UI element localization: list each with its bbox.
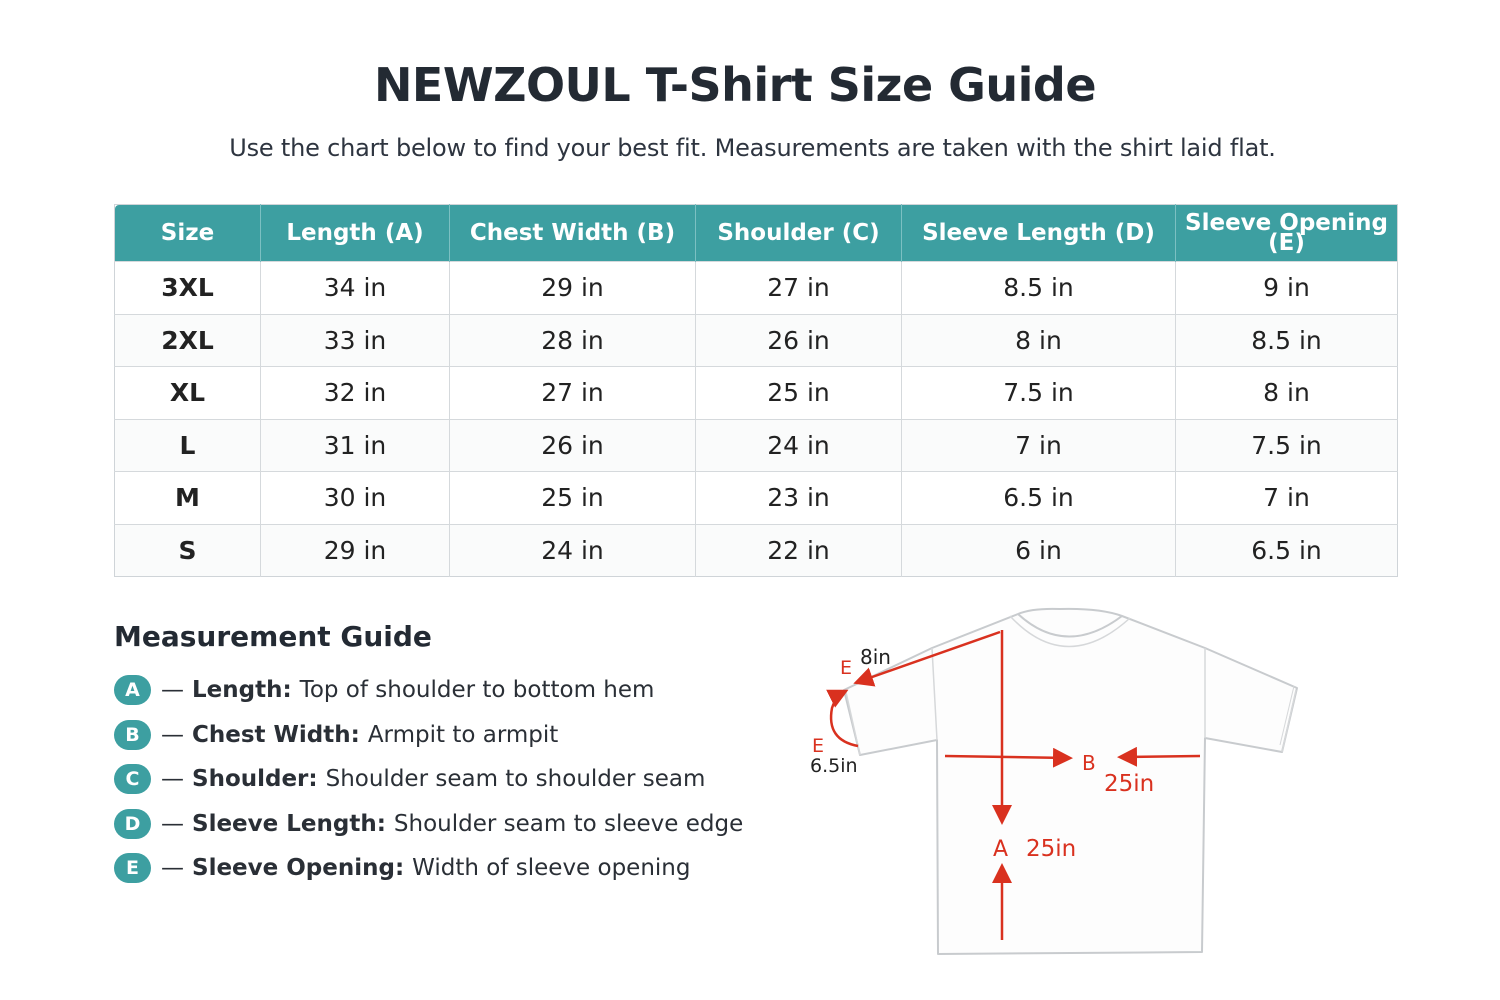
cell-chest-width: 26 in (450, 419, 696, 472)
dash: — (161, 766, 184, 793)
cell-shoulder: 26 in (696, 314, 902, 367)
sleeve-top-value: 8in (860, 645, 891, 669)
cell-chest-width: 28 in (450, 314, 696, 367)
letter-badge: D (114, 809, 151, 839)
cell-chest-width: 25 in (450, 472, 696, 525)
sleeve-top-letter: E (840, 657, 853, 679)
cell-sleeve-opening: 7.5 in (1176, 419, 1398, 472)
cell-sleeve-length: 7.5 in (902, 367, 1176, 420)
guide-desc: Width of sleeve opening (412, 855, 691, 882)
cell-chest-width: 29 in (450, 262, 696, 315)
measurement-guide-title: Measurement Guide (114, 620, 432, 653)
cell-sleeve-length: 7 in (902, 419, 1176, 472)
cell-length: 34 in (261, 262, 450, 315)
list-item (114, 668, 743, 713)
cell-size: 2XL (115, 314, 261, 367)
chest-value: 25in (1104, 771, 1155, 797)
dash: — (161, 677, 184, 704)
length-letter: A (993, 837, 1009, 862)
cell-length: 32 in (261, 367, 450, 420)
dash: — (161, 855, 184, 882)
dash: — (161, 810, 184, 837)
t-shirt-diagram (800, 600, 1320, 970)
cell-length: 31 in (261, 419, 450, 472)
table-row (115, 314, 1398, 367)
col-header-size: Size (115, 205, 261, 262)
letter-badge: A (114, 675, 151, 705)
cell-sleeve-opening: 8.5 in (1176, 314, 1398, 367)
cell-sleeve-opening: 9 in (1176, 262, 1398, 315)
table-header-row (115, 205, 1398, 262)
cell-sleeve-length: 6 in (902, 524, 1176, 577)
col-header-sleeve-opening: Sleeve Opening (E) (1176, 205, 1398, 262)
cell-length: 30 in (261, 472, 450, 525)
size-chart-table (114, 204, 1398, 577)
list-item (114, 846, 743, 891)
cell-chest-width: 24 in (450, 524, 696, 577)
table-row (115, 262, 1398, 315)
cell-shoulder: 27 in (696, 262, 902, 315)
table-row (115, 419, 1398, 472)
length-value: 25in (1026, 836, 1077, 862)
cell-sleeve-length: 8 in (902, 314, 1176, 367)
guide-desc: Top of shoulder to bottom hem (299, 677, 655, 704)
cell-size: S (115, 524, 261, 577)
table-row (115, 524, 1398, 577)
cell-sleeve-length: 6.5 in (902, 472, 1176, 525)
cell-sleeve-opening: 7 in (1176, 472, 1398, 525)
guide-desc: Armpit to armpit (367, 721, 559, 748)
cell-shoulder: 25 in (696, 367, 902, 420)
cell-shoulder: 23 in (696, 472, 902, 525)
cell-length: 33 in (261, 314, 450, 367)
table-row (115, 472, 1398, 525)
measurement-guide-list (114, 668, 743, 891)
cell-size: 3XL (115, 262, 261, 315)
chest-letter: B (1082, 751, 1096, 775)
cell-size: L (115, 419, 261, 472)
list-item (114, 802, 743, 847)
guide-term: Sleeve Opening: (192, 855, 405, 882)
guide-term: Length: (192, 677, 292, 704)
cell-sleeve-opening: 8 in (1176, 367, 1398, 420)
chest-arrow-right (1122, 756, 1200, 757)
cell-sleeve-length: 8.5 in (902, 262, 1176, 315)
cell-sleeve-opening: 6.5 in (1176, 524, 1398, 577)
guide-term: Shoulder: (192, 766, 318, 793)
cell-shoulder: 24 in (696, 419, 902, 472)
letter-badge: E (114, 853, 151, 883)
col-header-shoulder: Shoulder (C) (696, 205, 902, 262)
page-subtitle: Use the chart below to find your best fit. Measurements are taken with the shirt laid flat. (229, 134, 1276, 162)
list-item (114, 713, 743, 758)
col-header-chest-width: Chest Width (B) (450, 205, 696, 262)
guide-term: Sleeve Length: (192, 810, 386, 837)
cell-size: M (115, 472, 261, 525)
cell-chest-width: 27 in (450, 367, 696, 420)
t-shirt-icon (844, 609, 1297, 954)
letter-badge: C (114, 764, 151, 794)
col-header-sleeve-length: Sleeve Length (D) (902, 205, 1176, 262)
letter-badge: B (114, 720, 151, 750)
cell-size: XL (115, 367, 261, 420)
guide-desc: Shoulder seam to shoulder seam (325, 766, 706, 793)
cell-shoulder: 22 in (696, 524, 902, 577)
guide-desc: Shoulder seam to sleeve edge (393, 810, 744, 837)
guide-term: Chest Width: (192, 721, 360, 748)
sleeve-opening-value: 6.5in (810, 755, 858, 777)
list-item (114, 757, 743, 802)
col-header-length: Length (A) (261, 205, 450, 262)
sleeve-opening-letter: E (812, 735, 825, 757)
dash: — (161, 721, 184, 748)
cell-length: 29 in (261, 524, 450, 577)
table-row (115, 367, 1398, 420)
page-title: NEWZOUL T-Shirt Size Guide (373, 58, 1097, 112)
